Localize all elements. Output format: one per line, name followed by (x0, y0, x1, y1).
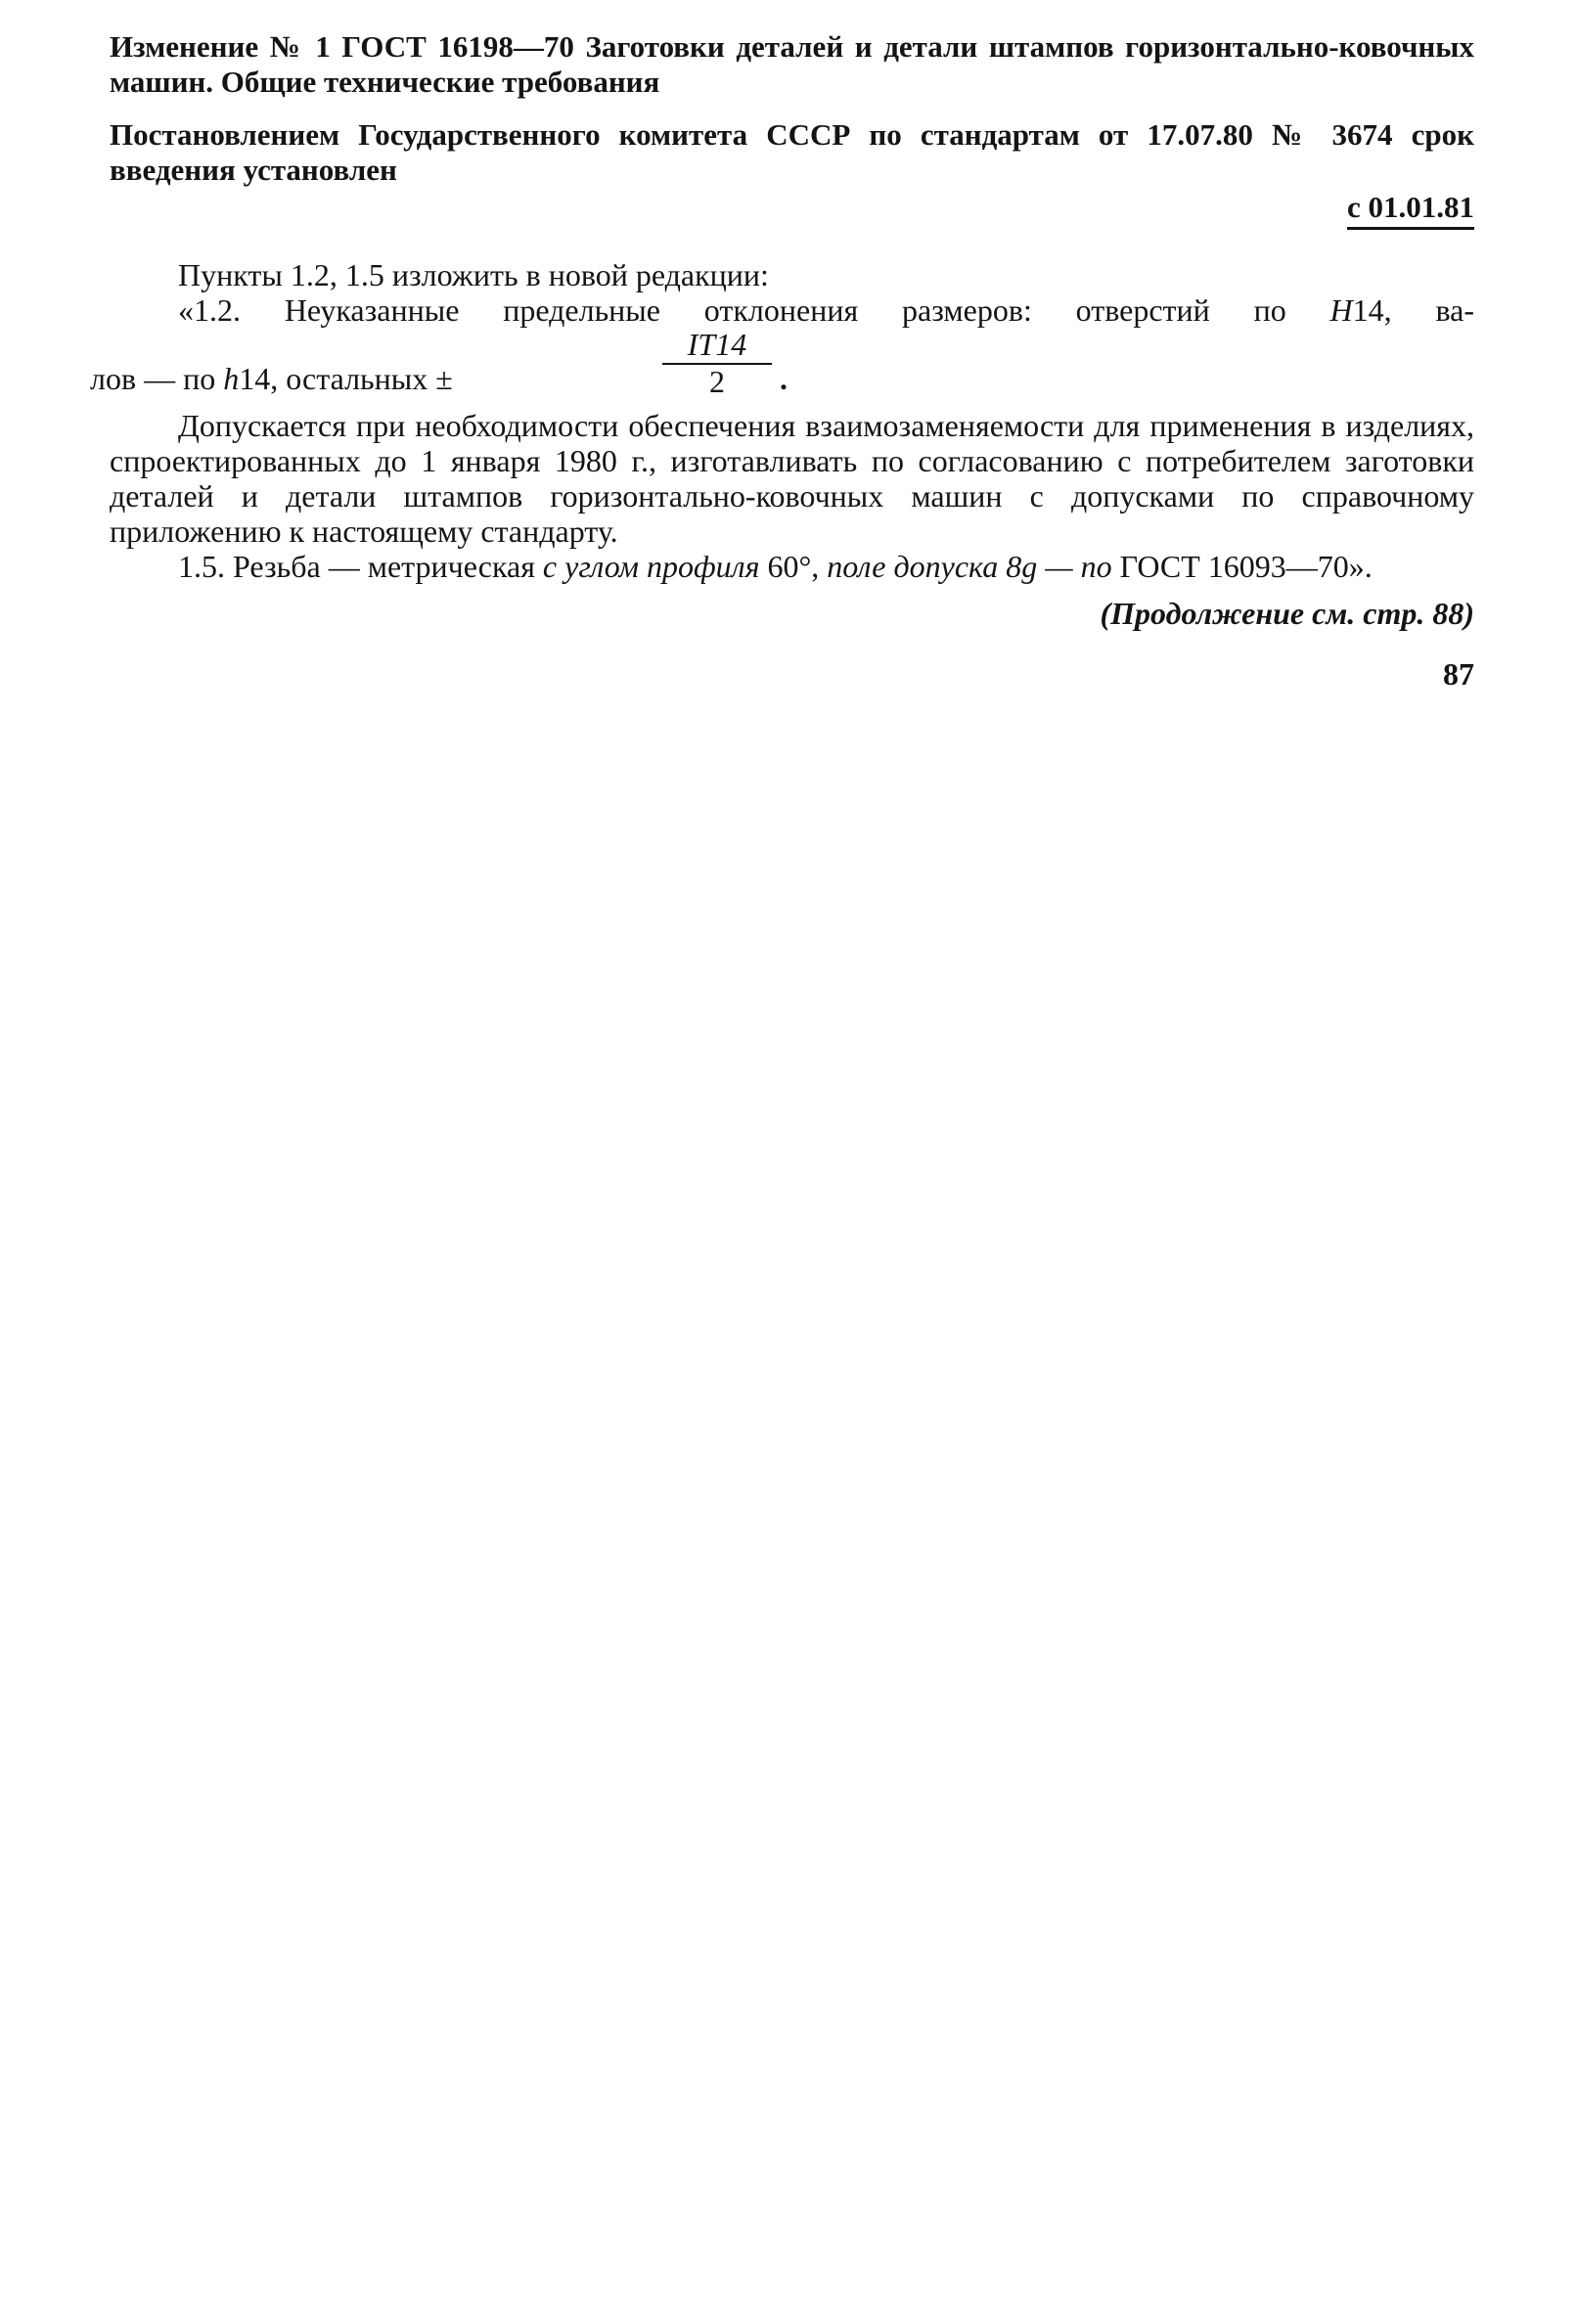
fraction-denominator: 2 (709, 364, 725, 399)
clause-1-5-angle: с углом профиля (542, 549, 760, 584)
clause-1-5-gost: ГОСТ 16093—70». (1111, 549, 1373, 584)
allowed-paragraph: Допускается при необходимости обеспечения взаимозаменяемости для применения в изделиях, спроектированных до 1 января 1980 г., изготавливать по согласованию с потребителем заготовки деталей и детали штампов горизонтально-ковочных машин с допусками по справочному приложению к настоящему стандарту. (110, 408, 1474, 549)
effective-date (110, 190, 1474, 230)
continuation-note: (Продолжение см. стр. 88) (1100, 596, 1474, 631)
clause-1-5 (110, 549, 1474, 584)
clause-1-2-text: «1.2. Неуказанные предельные отклонения размеров: отверстий по (178, 292, 1330, 328)
clause-1-2-text-end: 14, ва- (1352, 292, 1475, 328)
effective-date-text: с 01.01.81 (1347, 190, 1474, 230)
fraction-line-text (90, 361, 453, 396)
amendment-title: Изменение № 1 ГОСТ 16198—70 Заготовки деталей и детали штампов горизонтально-ковочных машин. Общие технические требования (110, 29, 1474, 99)
clause-1-5-tolerance: поле допуска 8g — по (827, 549, 1112, 584)
shaft-text: лов — по (90, 361, 224, 396)
fraction-it14-over-2 (662, 328, 772, 398)
clause-1-2 (110, 292, 1474, 328)
shaft-symbol: h (223, 361, 240, 396)
clause-1-5-degrees: 60°, (759, 549, 828, 584)
document-page (90, 29, 1475, 692)
intro-paragraph: Пункты 1.2, 1.5 изложить в новой редакции: (178, 257, 769, 292)
other-text: 14, остальных ± (239, 361, 453, 396)
page-number: 87 (1443, 656, 1474, 692)
clause-1-5-text: 1.5. Резьба — метрическая (178, 549, 543, 584)
clause-1-2-hole-symbol: H (1329, 292, 1353, 328)
fraction-period: . (780, 361, 788, 396)
decree-line: Постановлением Государственного комитета СССР по стандартам от 17.07.80 № 3674 срок введения установлен (110, 117, 1474, 187)
fraction-numerator: IT14 (687, 327, 747, 362)
fraction-line (90, 327, 1474, 399)
